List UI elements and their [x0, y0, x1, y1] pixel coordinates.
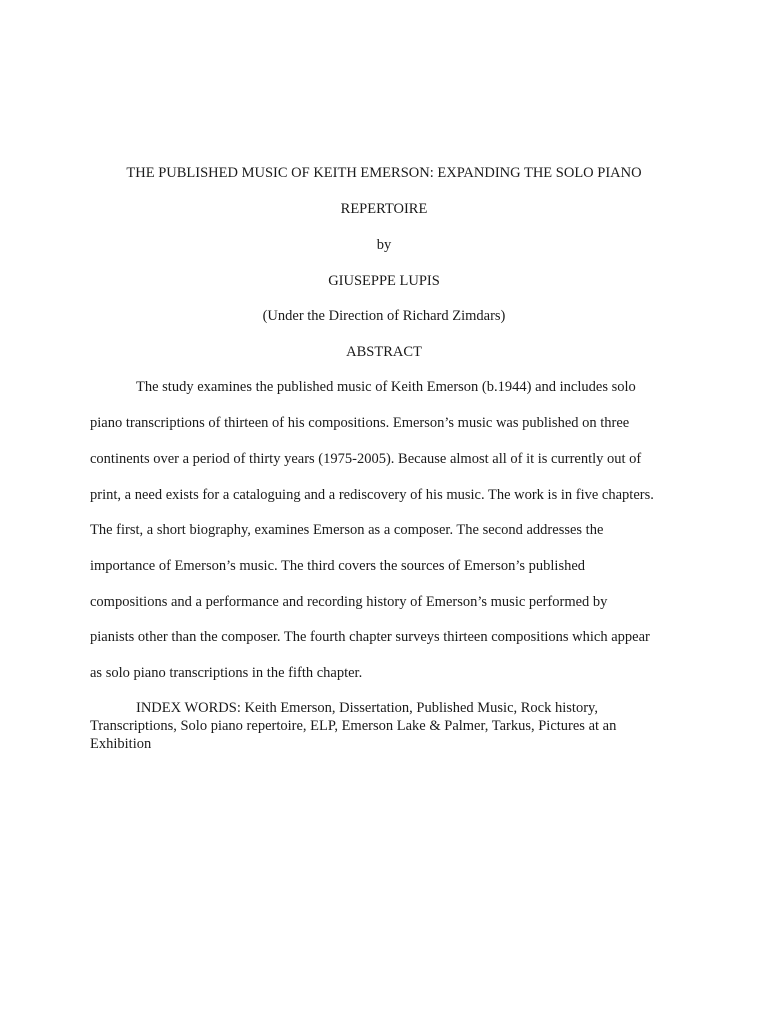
abstract-line: continents over a period of thirty years (1975-2005). Because almost all of it is currently out of	[90, 451, 642, 467]
abstract-line: pianists other than the composer. The fourth chapter surveys thirteen compositions which appear	[90, 629, 650, 645]
author-name: GIUSEPPE LUPIS	[328, 273, 440, 289]
index-words-line: Exhibition	[90, 736, 152, 752]
direction-line: (Under the Direction of Richard Zimdars)	[262, 308, 506, 324]
abstract-line: as solo piano transcriptions in the fifth chapter.	[90, 665, 363, 681]
index-words-line: INDEX WORDS: Keith Emerson, Dissertation, Published Music, Rock history,	[136, 700, 598, 716]
title-line-2: REPERTOIRE	[340, 201, 428, 217]
index-words-line: Transcriptions, Solo piano repertoire, ELP, Emerson Lake & Palmer, Tarkus, Pictures at an	[90, 718, 617, 734]
abstract-line: The first, a short biography, examines Emerson as a composer. The second addresses the	[90, 522, 604, 538]
by-line: by	[376, 237, 392, 253]
abstract-line: The study examines the published music of Keith Emerson (b.1944) and includes solo	[136, 379, 636, 395]
abstract-line: importance of Emerson’s music. The third covers the sources of Emerson’s published	[90, 558, 586, 574]
title-line-1: THE PUBLISHED MUSIC OF KEITH EMERSON: EXPANDING THE SOLO PIANO	[126, 165, 642, 181]
abstract-line: print, a need exists for a cataloguing and a rediscovery of his music. The work is in five chapters.	[90, 487, 654, 503]
abstract-line: compositions and a performance and recording history of Emerson’s music performed by	[90, 594, 608, 610]
abstract-heading: ABSTRACT	[346, 344, 422, 360]
index-words	[90, 699, 690, 753]
abstract-line: piano transcriptions of thirteen of his compositions. Emerson’s music was published on three	[90, 415, 630, 431]
